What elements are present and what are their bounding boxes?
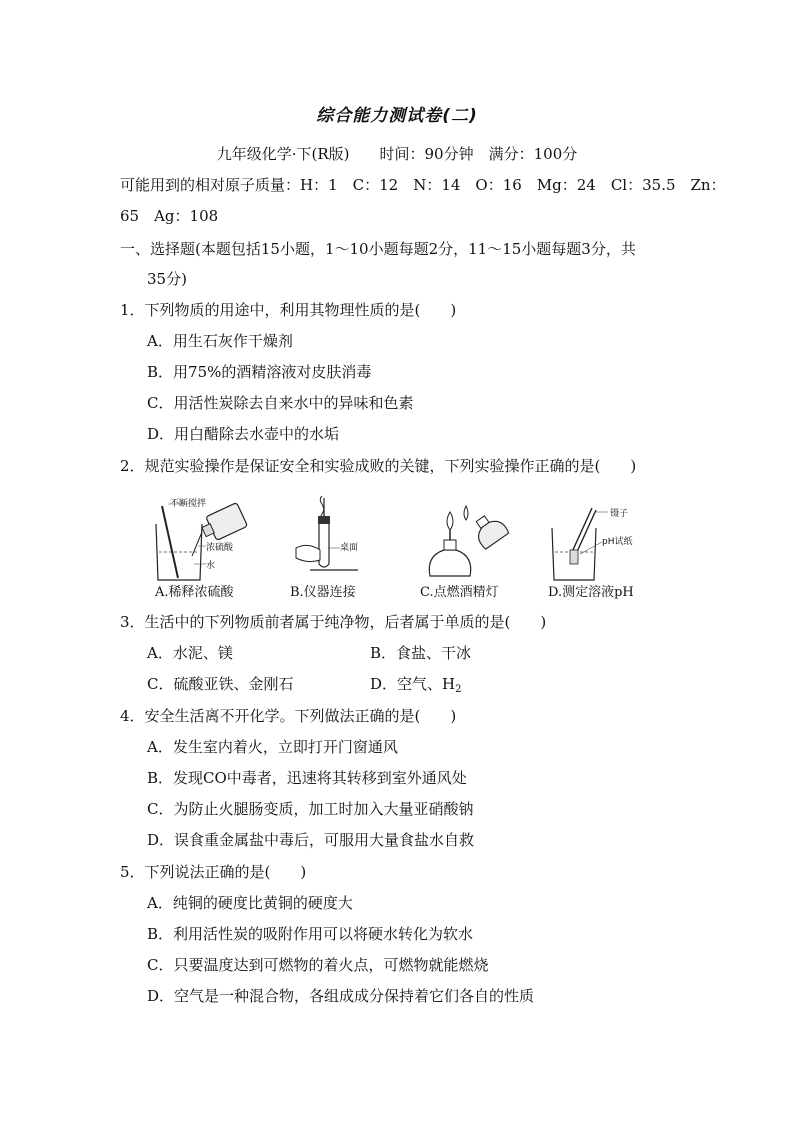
question-5-option-b: B．利用活性炭的吸附作用可以将硬水转化为软水 <box>147 925 474 943</box>
label-tweezers: 镊子 <box>610 509 629 519</box>
question-1-stem: 1．下列物质的用途中，利用其物理性质的是( ) <box>120 301 457 319</box>
question-1-option-d: D．用白醋除去水壶中的水垢 <box>147 425 340 443</box>
caption-b: B.仪器连接 <box>290 585 356 600</box>
question-3-option-b: B．食盐、干冰 <box>370 644 472 662</box>
label-acid: 浓硫酸 <box>206 543 234 553</box>
caption-c: C.点燃酒精灯 <box>420 585 499 600</box>
figure-c-drawing <box>420 494 520 584</box>
lamp-body <box>429 550 470 576</box>
label-water: 水 <box>206 561 216 571</box>
section-heading-line-2: 35分) <box>147 270 187 288</box>
page-title: 综合能力测试卷(二) <box>316 106 478 126</box>
question-5-option-d: D．空气是一种混合物，各组成成分保持着它们各自的性质 <box>147 987 535 1005</box>
question-2-stem: 2．规范实验操作是保证安全和实验成败的关键，下列实验操作正确的是( ) <box>120 457 637 475</box>
test-tube <box>319 524 329 567</box>
lamp-neck <box>444 540 456 550</box>
flame-c <box>447 512 453 530</box>
tweezers-arm-2 <box>576 510 596 554</box>
question-4-option-a: A．发生室内着火，立即打开门窗通风 <box>147 738 398 756</box>
question-1-option-a: A．用生石灰作干燥剂 <box>147 332 293 350</box>
question-5-option-c: C．只要温度达到可燃物的着火点，可燃物就能燃烧 <box>147 956 489 974</box>
question-3-option-d-subscript: 2 <box>455 684 462 695</box>
label-ph-paper: pH试纸 <box>602 537 633 547</box>
stirring-rod <box>162 506 178 578</box>
question-1-option-b: B．用75%的酒精溶液对皮肤消毒 <box>147 363 372 381</box>
caption-d: D.测定溶液pH <box>548 585 634 600</box>
question-4-stem: 4．安全生活离不开化学。下列做法正确的是( ) <box>120 707 457 725</box>
section-heading-line-1: 一、选择题(本题包括15小题，1～10小题每题2分，11～15小题每题3分，共 <box>120 240 636 258</box>
flame-tilted <box>464 506 468 520</box>
caption-a: A.稀释浓硫酸 <box>155 585 234 600</box>
page-subtitle: 九年级化学·下(R版) 时间：90分钟 满分：100分 <box>216 145 578 163</box>
question-3-stem: 3．生活中的下列物质前者属于纯净物，后者属于单质的是( ) <box>120 613 547 631</box>
question-5-stem: 5．下列说法正确的是( ) <box>120 863 307 881</box>
atomic-mass-line-1: 可能用到的相对原子质量：H：1 C：12 N：14 O：16 Mg：24 Cl：35.5 Zn： <box>120 176 726 194</box>
atomic-mass-line-2: 65 Ag：108 <box>120 207 219 225</box>
hand <box>296 545 320 561</box>
question-5-option-a: A．纯铜的硬度比黄铜的硬度大 <box>147 894 353 912</box>
question-4-option-c: C．为防止火腿肠变质，加工时加入大量亚硝酸钠 <box>147 800 474 818</box>
ph-paper <box>570 550 578 564</box>
question-3-option-c: C．硫酸亚铁、金刚石 <box>147 675 294 693</box>
question-3-option-a: A．水泥、镁 <box>147 644 233 662</box>
question-1-option-c: C．用活性炭除去自来水中的异味和色素 <box>147 394 414 412</box>
question-4-option-b: B．发现CO中毒者，迅速将其转移到室外通风处 <box>147 769 467 787</box>
question-4-option-d: D．误食重金属盐中毒后，可服用大量食盐水自救 <box>147 831 475 849</box>
tweezers-arm-1 <box>572 508 592 552</box>
stopper <box>318 516 330 524</box>
tilted-lamp <box>469 510 509 550</box>
question-3-option-d <box>370 674 461 700</box>
figure-b-drawing <box>288 494 378 584</box>
label-table: 桌面 <box>340 543 359 553</box>
label-stir: 不断搅拌 <box>170 499 207 509</box>
question-3-option-d-text: D．空气、H <box>370 675 456 693</box>
